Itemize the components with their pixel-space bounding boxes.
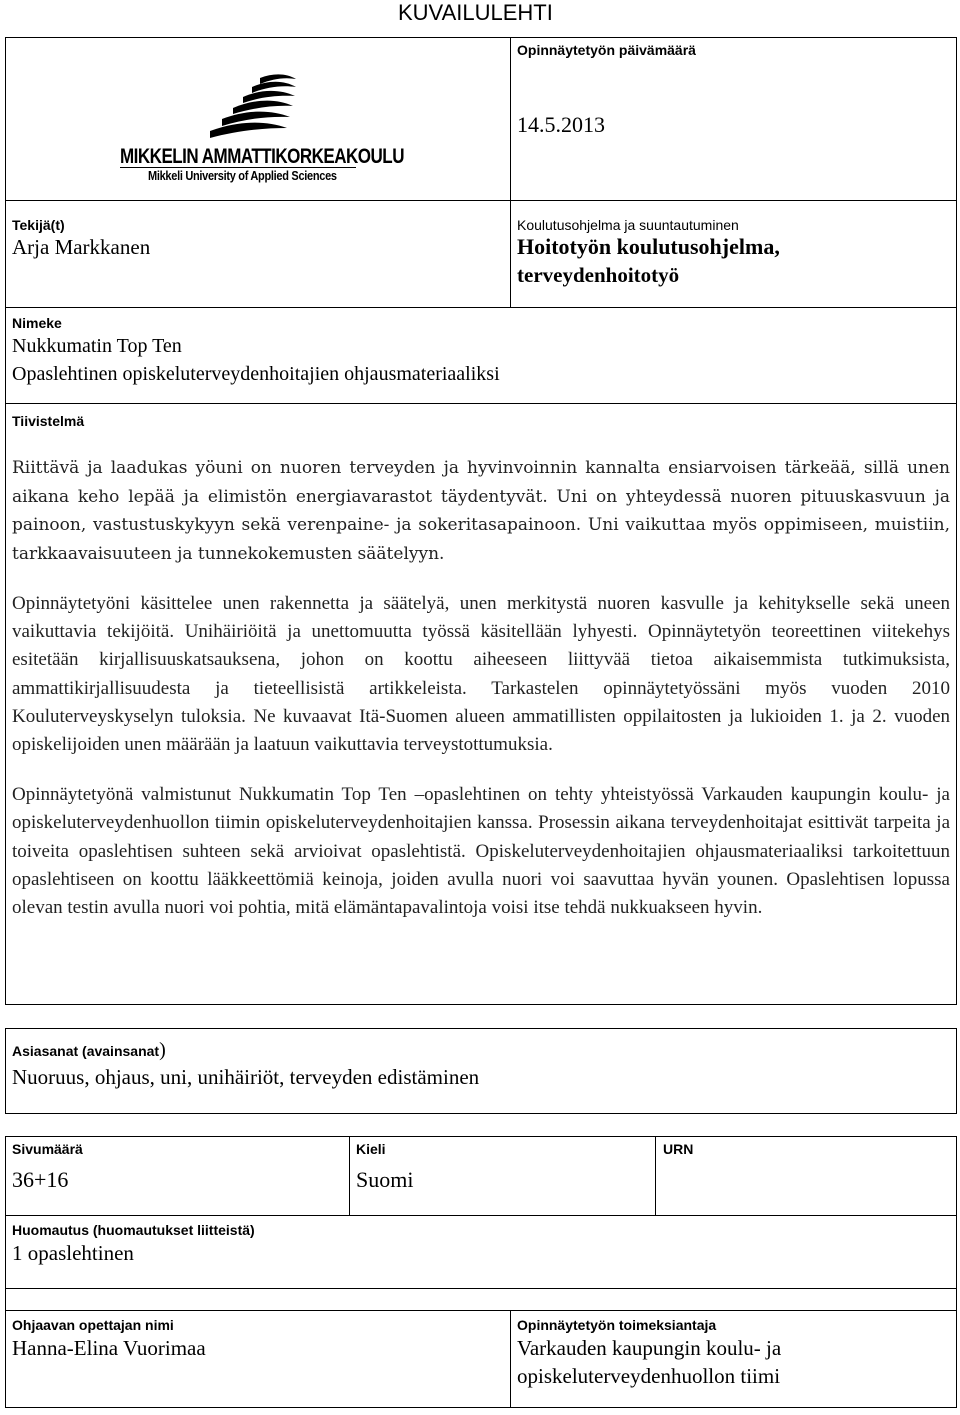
logo-subtitle: Mikkeli University of Applied Sciences [148,169,337,184]
commission-line2: opiskeluterveydenhuollon tiimi [517,1364,781,1388]
date-value: 14.5.2013 [517,112,605,137]
supervisor-value: Hanna-Elina Vuorimaa [12,1336,206,1360]
commission-label: Opinnäytetyön toimeksiantaja [517,1317,717,1333]
pages-value: 36+16 [12,1167,69,1192]
logo-mark-icon [110,70,370,140]
title-line2: Opaslehtinen opiskeluterveydenhoitajien ohjausmateriaaliksi [12,363,500,385]
bottom-frame [5,1136,957,1408]
title-label: Nimeke [12,315,62,331]
commission-line1: Varkauden kaupungin koulu- ja [517,1336,782,1360]
divider-pages-language [349,1136,350,1215]
pages-label: Sivumäärä [12,1141,83,1157]
title-line1: Nukkumatin Top Ten [12,335,182,357]
abstract-paragraph-3: Opinnäytetyönä valmistunut Nukkumatin Top Ten –opaslehtinen on tehty yhteistyössä Varkauden kaupungin koulu- ja opiskeluterveydenhuollon tiimin opiskeluterveydenhoitajien kanssa. Prosessin aikana terveydenhoitajat esittivät tarpeita ja toiveita opaslehtisen suhteen sekä arvioivat opaslehtistä. Opiskeluterveydenhoitajien ohjausmateriaaliksi tarkoitettuun opaslehtiseen on koottu lääkkeettömiä keinoja, joiden avulla nuori voi saavuttaa hyvän younen. Opaslehtisen lopussa olevan testin avulla nuori voi pohtia, mitä elämäntapavalintoja voisi itse tehdä nukkuakseen hyvin. [12,784,950,919]
keywords-value: Nuoruus, ohjaus, uni, unihäiriöt, terveyden edistäminen [12,1065,480,1089]
keywords-label-paren: ) [159,1039,166,1061]
divider-logo-row [5,200,957,201]
divider-notes-row [5,1288,957,1289]
divider-notes-gap [5,1310,957,1311]
program-label: Koulutusohjelma ja suuntautuminen [517,217,739,233]
abstract-label: Tiivistelmä [12,413,85,429]
date-label: Opinnäytetyön päivämäärä [517,42,696,58]
keywords-label-text: Asiasanat (avainsanat [12,1043,160,1059]
supervisor-label: Ohjaavan opettajan nimi [12,1317,174,1333]
divider-top-vertical [510,37,511,307]
divider-author-row [5,307,957,308]
notes-label: Huomautus (huomautukset liitteistä) [12,1222,255,1238]
program-line2: terveydenhoitotyö [517,263,680,287]
divider-supervisor-commission [510,1310,511,1408]
language-label: Kieli [356,1141,386,1157]
divider-language-url [655,1136,656,1215]
school-logo [110,70,404,190]
author-value: Arja Markkanen [12,235,151,259]
abstract-body [12,454,950,922]
urn-label: URN [663,1141,694,1157]
abstract-paragraph-1: Riittävä ja laadukas yöuni on nuoren terveyden ja hyvinvoinnin kannalta ensiarvoisen tärkeää, sillä unen aikana keho lepää ja elimistön energiavarastot täydentyvät. Uni on yhteydessä nuoren pituuskasvuun ja painoon, vastustuskykyyn sekä verenpaine- ja sokeritasapainoon. Uni vaikuttaa myös oppimiseen, muistiin, tarkkaavaisuuteen ja tunnekokemusten säätelyyn. [12,458,950,564]
logo-name: MIKKELIN AMMATTIKORKEAKOULU [120,144,404,168]
language-value: Suomi [356,1167,414,1192]
notes-value: 1 opaslehtinen [12,1241,134,1265]
abstract-paragraph-2: Opinnäytetyöni käsittelee unen rakennetta ja säätelyä, unen merkitystä nuoren kasvulle ja kehitykselle sekä uneen vaikuttavia tekijöitä. Unihäiriöitä ja unettomuutta työssä käsitellään lyhyesti. Opinnäytetyön teoreettinen viitekehys esitetään kirjallisuuskatsauksena, johon on koottu aiheeseen liittyvää tietoa aikaisemmista tutkimuksista, ammattikirjallisuudesta ja tieteellisistä artikkeleista. Tarkastelen opinnäytetyössäni myös vuoden 2010 Kouluterveyskyselyn tuloksia. Ne kuvaavat Itä-Suomen alueen ammatillisten oppilaitosten ja lukioiden 1. ja 2. vuoden opiskelijoiden unen määrään ja laatuun vaikuttavia terveystottumuksia. [12,593,950,756]
page-title: KUVAILULEHTI [398,0,553,25]
keywords-label [12,1039,166,1061]
author-label: Tekijä(t) [12,217,65,233]
divider-title-row [5,403,957,404]
divider-pages-row [5,1215,957,1216]
program-line1: Hoitotyön koulutusohjelma, [517,234,780,259]
logo-underline [120,167,356,168]
